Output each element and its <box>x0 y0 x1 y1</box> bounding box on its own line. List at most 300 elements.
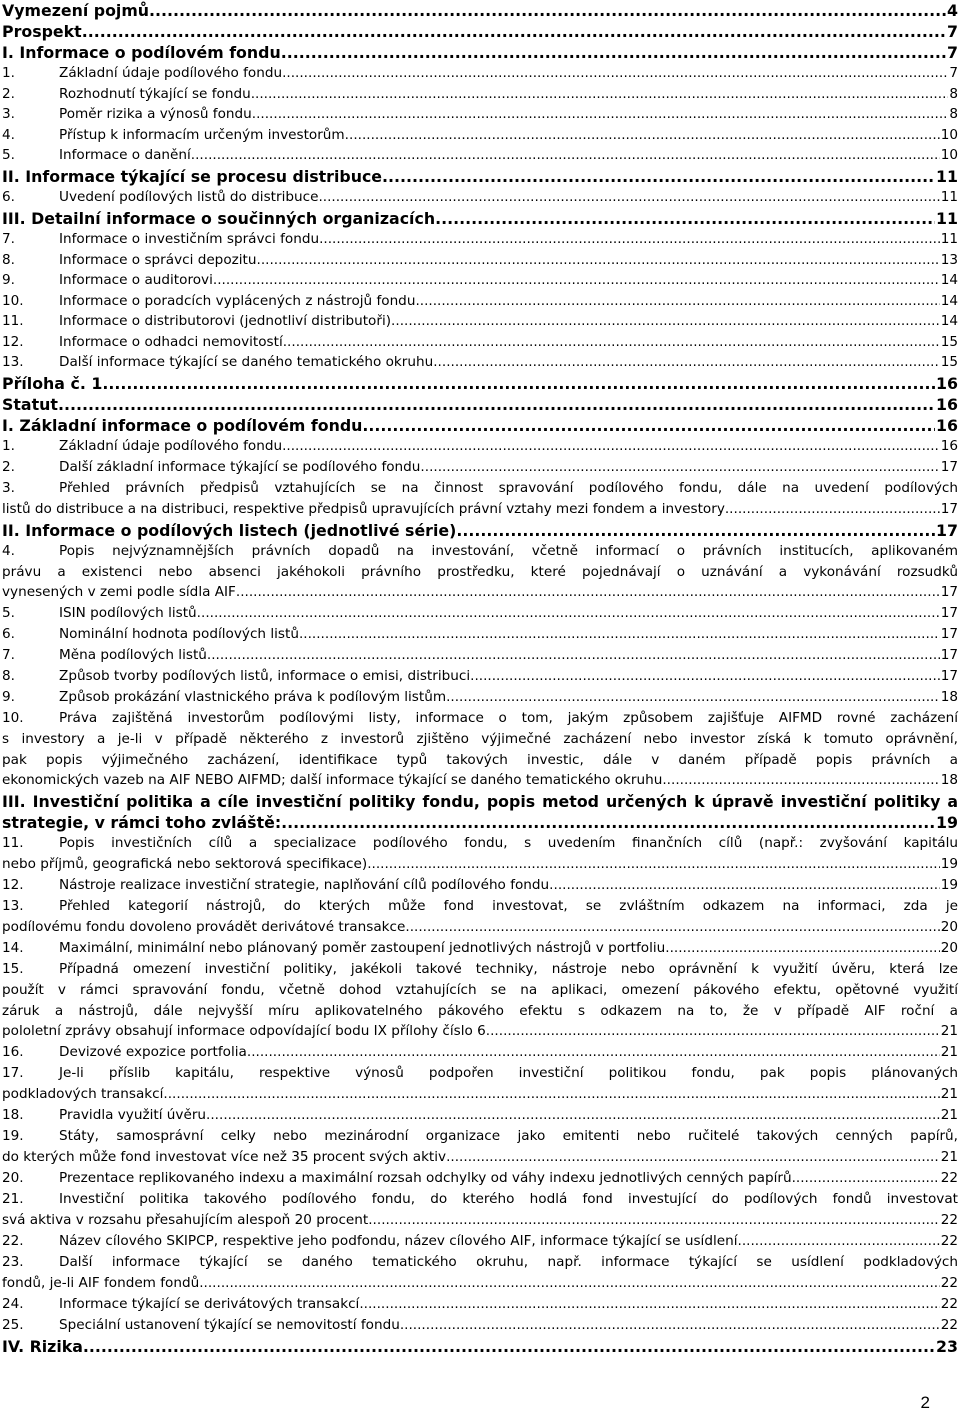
toc-entry-body <box>2 436 958 457</box>
toc-entry-number: 16. <box>2 1044 24 1060</box>
toc-entry[interactable] <box>2 1336 958 1357</box>
toc-entry-page: 14 <box>940 272 958 288</box>
toc-entry-page: 22 <box>940 1275 958 1291</box>
toc-entry-title: Příloha č. 1 <box>2 374 103 393</box>
toc-entry-body <box>2 270 958 291</box>
toc-entry-title-line <box>2 708 958 729</box>
dot-leader <box>410 917 940 938</box>
dot-leader <box>446 687 940 708</box>
toc-entry-title-text: Práva zajištěná investorům podílovými listy, informace o tom, jakým způsobem zajišťuje AIFMD rovné zacházení <box>59 710 958 726</box>
toc-entry-body <box>2 833 958 875</box>
toc-entry-page: 22 <box>940 1296 958 1312</box>
toc-entry-page: 21 <box>940 1086 958 1102</box>
toc-entry-title-last-line <box>2 1210 958 1231</box>
toc-entry-title-line <box>2 833 958 854</box>
toc-entry-title: Statut <box>2 395 58 414</box>
toc-entry[interactable] <box>2 687 958 708</box>
toc-entry[interactable] <box>2 352 958 373</box>
toc-entry[interactable] <box>2 1315 958 1336</box>
toc-entry-body <box>2 959 958 1042</box>
toc-entry[interactable] <box>2 332 958 353</box>
toc-entry-title-line <box>2 1252 958 1273</box>
toc-entry-number: 9. <box>2 272 15 288</box>
toc-entry-number: 12. <box>2 877 24 893</box>
dot-leader <box>102 373 935 394</box>
toc-entry-body <box>2 1063 958 1105</box>
toc-entry-body <box>2 1315 958 1336</box>
toc-entry-body <box>2 166 958 187</box>
dot-leader <box>281 812 935 833</box>
toc-entry-title: III. Detailní informace o součinných organizacích <box>2 209 436 228</box>
dot-leader <box>738 1231 940 1252</box>
toc-entry[interactable] <box>2 1042 958 1063</box>
toc-entry-title: Prezentace replikovaného indexu a maximální rozsah odchylky od váhy indexu jednotlivých cenných papírů <box>59 1170 792 1186</box>
toc-entry-page: 22 <box>940 1233 958 1249</box>
toc-entry[interactable] <box>2 373 958 394</box>
toc-entry-page: 17 <box>940 647 958 663</box>
toc-entry-page: 13 <box>940 251 958 268</box>
toc-entry[interactable] <box>2 270 958 291</box>
toc-entry-title-line <box>2 1063 958 1084</box>
toc-entry-page: 23 <box>936 1337 958 1356</box>
toc-entry[interactable] <box>2 145 958 166</box>
toc-entry-title: Informace o distributorovi (jednotliví distributoři) <box>59 313 392 329</box>
toc-entry[interactable] <box>2 666 958 687</box>
toc-entry-title: Další základní informace týkající se podílového fondu <box>59 459 421 475</box>
toc-entry[interactable] <box>2 187 958 208</box>
toc-entry-title-text: Státy, samosprávní celky nebo mezinárodní organizace jako emitenti nebo ručitelé takových cenných papírů, <box>59 1128 958 1144</box>
toc-entry-title-end: listů do distribuce a na distribuci, respektive předpisů upravujících právní vztahy mezi fondem a investory <box>2 501 725 517</box>
toc-entry-page: 7 <box>949 65 958 81</box>
dot-leader <box>191 145 940 166</box>
toc-entry[interactable] <box>2 478 958 520</box>
toc-entry-title-line <box>2 959 958 980</box>
toc-entry-title-end: ekonomických vazeb na AIF NEBO AIFMD; další informace týkající se daného tematického okruhu <box>2 772 663 789</box>
toc-entry-number: 8. <box>2 251 15 268</box>
dot-leader <box>435 208 935 229</box>
toc-entry-page: 10 <box>940 126 958 143</box>
toc-entry[interactable] <box>2 394 958 415</box>
dot-leader <box>213 270 940 291</box>
toc-entry-title-last-line <box>2 812 958 833</box>
dot-leader <box>149 0 946 21</box>
toc-entry[interactable] <box>2 21 958 42</box>
toc-entry-body <box>2 791 958 833</box>
toc-entry-page: 18 <box>940 689 958 705</box>
toc-entry-page: 20 <box>940 919 958 935</box>
toc-entry-page: 16 <box>940 438 958 454</box>
toc-entry-title: Nominální hodnota podílových listů <box>59 626 299 642</box>
toc-entry-body <box>2 478 958 520</box>
toc-entry-number: 11. <box>2 835 24 851</box>
toc-entry-title-end: pololetní zprávy obsahují informace odpovídající bodu IX přílohy číslo 6 <box>2 1023 486 1040</box>
dot-leader <box>251 84 949 105</box>
toc-entry-number: 3. <box>2 480 15 496</box>
table-of-contents <box>2 0 958 1357</box>
toc-entry-title: Měna podílových listů <box>59 647 207 663</box>
toc-entry-page: 16 <box>936 416 958 435</box>
dot-leader <box>368 1210 939 1231</box>
toc-entry[interactable] <box>2 311 958 332</box>
toc-entry-title-end: strategie, v rámci toho zvláště: <box>2 813 282 832</box>
toc-entry-body <box>2 541 958 603</box>
toc-entry-number: 2. <box>2 85 15 102</box>
toc-entry-page: 19 <box>940 877 958 893</box>
toc-entry-title: Informace o správci depozitu <box>59 251 257 268</box>
toc-entry-body <box>2 1168 958 1189</box>
dot-leader <box>318 187 939 208</box>
toc-entry-page: 8 <box>949 85 958 102</box>
toc-entry[interactable] <box>2 541 958 603</box>
dot-leader <box>204 1273 940 1294</box>
toc-entry-page: 20 <box>940 940 958 956</box>
dot-leader <box>456 520 935 541</box>
toc-entry-number: 9. <box>2 689 15 705</box>
toc-entry[interactable] <box>2 166 958 187</box>
toc-entry-title-end: nebo příjmů, geografická nebo sektorová specifikace) <box>2 856 368 872</box>
dot-leader <box>415 291 939 312</box>
toc-entry-page: 7 <box>947 43 958 62</box>
toc-entry-body <box>2 415 958 436</box>
toc-entry-body <box>2 145 958 166</box>
toc-entry-body <box>2 63 958 84</box>
dot-leader <box>163 1084 939 1105</box>
toc-entry-number: 10. <box>2 292 24 309</box>
toc-entry-title: Prospekt <box>2 22 82 41</box>
toc-entry-title: Informace o poradcích vyplácených z nástrojů fondu <box>59 292 416 309</box>
toc-entry[interactable] <box>2 624 958 645</box>
toc-entry-title-text: Je-li příslib kapitálu, respektive výnosů podpořen investiční politikou fondu, pak popis plánovaných <box>59 1065 958 1081</box>
toc-entry-body <box>2 125 958 146</box>
toc-entry-number: 14. <box>2 940 24 956</box>
toc-entry-page: 19 <box>940 856 958 872</box>
toc-entry-body <box>2 21 958 42</box>
toc-entry[interactable] <box>2 457 958 478</box>
toc-entry-number: 1. <box>2 438 15 454</box>
dot-leader <box>792 1168 940 1189</box>
toc-entry-title: Pravidla využití úvěru <box>59 1107 207 1123</box>
toc-entry-body <box>2 603 958 624</box>
toc-entry-body <box>2 373 958 394</box>
toc-entry-title-line: s investory a je-li v případě některého z investorů zjištěno výjimečné zacházení nebo investor získá k tomuto oprávnění, <box>2 730 958 747</box>
toc-entry[interactable] <box>2 1189 958 1231</box>
toc-entry-body <box>2 291 958 312</box>
dot-leader <box>207 645 940 666</box>
toc-entry-body <box>2 208 958 229</box>
toc-entry-page: 14 <box>940 313 958 329</box>
toc-entry-page: 14 <box>940 292 958 309</box>
toc-entry-title: Další informace týkající se daného tematického okruhu <box>59 354 434 370</box>
toc-entry-number: 6. <box>2 626 15 642</box>
toc-entry-page: 16 <box>936 374 958 393</box>
toc-entry[interactable] <box>2 42 958 63</box>
dot-leader <box>282 436 940 457</box>
toc-entry-page: 15 <box>940 333 958 350</box>
toc-entry-page: 11 <box>936 209 958 228</box>
dot-leader <box>420 457 939 478</box>
toc-entry[interactable] <box>2 229 958 250</box>
toc-entry-title: IV. Rizika <box>2 1337 83 1356</box>
toc-entry[interactable] <box>2 896 958 938</box>
toc-entry-number: 24. <box>2 1296 24 1312</box>
toc-entry-number: 4. <box>2 126 15 143</box>
toc-entry-title: I. Informace o podílovém fondu <box>2 43 281 62</box>
toc-entry-title-end: vynesených v zemi podle sídla AIF <box>2 584 236 601</box>
toc-entry[interactable] <box>2 415 958 436</box>
dot-leader <box>299 624 940 645</box>
dot-leader <box>282 63 948 84</box>
dot-leader <box>391 311 940 332</box>
toc-entry-body <box>2 311 958 332</box>
toc-entry[interactable] <box>2 0 958 21</box>
dot-leader <box>197 603 940 624</box>
toc-entry-title: Základní údaje podílového fondu <box>59 65 283 81</box>
toc-entry-title: Informace o odhadci nemovitostí <box>59 333 283 350</box>
toc-entry-title-line: III. Investiční politika a cíle investiční politiky fondu, popis metod určených k úpravě investiční politiky a <box>2 792 958 811</box>
dot-leader <box>82 21 946 42</box>
toc-entry[interactable] <box>2 1294 958 1315</box>
toc-entry-title-text: Další informace týkající se daného tematického okruhu, např. informace týkající se usídlení podkladových <box>59 1254 958 1270</box>
toc-entry-title: II. Informace týkající se procesu distribuce <box>2 167 383 186</box>
toc-entry-title: Rozhodnutí týkající se fondu <box>59 85 251 102</box>
toc-entry-number: 18. <box>2 1107 24 1123</box>
toc-entry-title-last-line <box>2 1084 958 1105</box>
toc-entry-title-last-line <box>2 1021 958 1042</box>
toc-entry[interactable] <box>2 291 958 312</box>
toc-entry[interactable] <box>2 959 958 1042</box>
toc-entry-title-text: Investiční politika takového podílového fondu, do kterého hodlá fond investující do podílových fondů investovat <box>59 1191 958 1207</box>
toc-entry-page: 4 <box>947 1 958 20</box>
toc-entry-title: Způsob prokázání vlastnického práva k podílovým listům <box>59 689 447 705</box>
toc-entry[interactable] <box>2 1252 958 1294</box>
toc-entry[interactable] <box>2 708 958 791</box>
toc-entry-title-line <box>2 1189 958 1210</box>
toc-entry-number: 21. <box>2 1191 24 1207</box>
toc-entry-title: Vymezení pojmů <box>2 1 150 20</box>
toc-entry-title-line: pak popis výjimečného zacházení, identifikace typů takových investic, dále v daném případě popis právních a <box>2 751 958 768</box>
toc-entry-body <box>2 352 958 373</box>
toc-entry[interactable] <box>2 875 958 896</box>
toc-entry-title: II. Informace o podílových listech (jednotlivé série) <box>2 521 457 540</box>
toc-entry-body <box>2 1294 958 1315</box>
toc-entry-page: 17 <box>940 459 958 475</box>
toc-entry-number: 10. <box>2 710 24 726</box>
toc-entry-number: 3. <box>2 106 15 122</box>
toc-entry-body <box>2 708 958 791</box>
toc-entry-number: 22. <box>2 1233 24 1249</box>
toc-entry-number: 7. <box>2 647 15 663</box>
toc-entry[interactable] <box>2 208 958 229</box>
toc-entry-number: 6. <box>2 189 15 205</box>
toc-entry-body <box>2 1105 958 1126</box>
toc-entry-body <box>2 104 958 125</box>
toc-entry-title: Devizové expozice portfolia <box>59 1044 247 1060</box>
toc-entry-number: 13. <box>2 898 24 914</box>
toc-entry-number: 7. <box>2 231 15 247</box>
toc-entry[interactable] <box>2 1168 958 1189</box>
toc-entry-title-end: svá aktiva v rozsahu přesahujícím alespoň 20 procent <box>2 1212 369 1228</box>
toc-entry-body <box>2 229 958 250</box>
dot-leader <box>206 1105 940 1126</box>
toc-entry-page: 17 <box>940 668 958 684</box>
toc-entry-body <box>2 875 958 896</box>
toc-entry-number: 5. <box>2 147 15 163</box>
toc-entry-title-end: fondů, je-li AIF fondem fondů. <box>2 1275 204 1291</box>
dot-leader <box>236 582 940 603</box>
toc-entry-title-end: do kterých může fond investovat více než 35 procent svých aktiv <box>2 1149 447 1165</box>
toc-entry-body <box>2 1189 958 1231</box>
toc-entry[interactable] <box>2 938 958 959</box>
toc-entry-title-text: Případná omezení investiční politiky, jakékoli takové techniky, nástroje nebo oprávnění k využití úvěru, která lze <box>59 961 958 977</box>
toc-entry-title: Nástroje realizace investiční strategie, naplňování cílů podílového fondu <box>59 877 550 893</box>
toc-entry-title: Název cílového SKIPCP, respektive jeho podfondu, název cílového AIF, informace týkající se usídlení <box>59 1233 738 1249</box>
toc-entry-title-line <box>2 1126 958 1147</box>
toc-entry-page: 17 <box>940 605 958 621</box>
toc-entry[interactable] <box>2 63 958 84</box>
dot-leader <box>474 666 939 687</box>
toc-entry[interactable] <box>2 250 958 271</box>
toc-entry-number: 13. <box>2 354 24 370</box>
toc-entry-title: Informace týkající se derivátových transakcí <box>59 1296 360 1312</box>
toc-entry-number: 19. <box>2 1128 24 1144</box>
toc-entry-title: Speciální ustanovení týkající se nemovitostí fondu <box>59 1317 400 1333</box>
page-number: 2 <box>920 1393 930 1412</box>
toc-entry-body <box>2 250 958 271</box>
dot-leader <box>433 352 939 373</box>
dot-leader <box>549 875 940 896</box>
toc-entry-title: Způsob tvorby podílových listů, informace o emisi, distribuci. <box>59 668 475 684</box>
toc-entry-number: 2. <box>2 459 15 475</box>
toc-entry-number: 5. <box>2 605 15 621</box>
toc-entry-page: 21 <box>940 1107 958 1123</box>
toc-entry-page: 22 <box>940 1212 958 1228</box>
toc-entry-body <box>2 42 958 63</box>
dot-leader <box>58 394 935 415</box>
dot-leader <box>257 250 940 271</box>
toc-entry-number: 1. <box>2 65 15 81</box>
toc-entry-page: 22 <box>940 1317 958 1333</box>
dot-leader <box>665 938 939 959</box>
dot-leader <box>281 42 946 63</box>
toc-entry-title: Uvedení podílových listů do distribuce <box>59 189 319 205</box>
toc-entry-page: 11 <box>936 167 958 186</box>
toc-entry[interactable] <box>2 436 958 457</box>
toc-entry-body <box>2 332 958 353</box>
toc-entry-body <box>2 624 958 645</box>
dot-leader <box>382 166 935 187</box>
toc-entry-title-line: právu a existenci nebo absenci jakéhokoli právního prostředku, které pojednávají o uznávání a vykonávání rozsudků <box>2 563 958 580</box>
toc-entry-title-line <box>2 896 958 917</box>
toc-entry-title-text: Popis investičních cílů a specializace podílového fondu, s uvedením finančních cílů (např.: zvyšování kapitálu <box>59 835 958 851</box>
dot-leader <box>486 1021 940 1042</box>
toc-entry[interactable] <box>2 833 958 875</box>
toc-entry-page: 17 <box>940 584 958 601</box>
toc-entry-body <box>2 84 958 105</box>
toc-entry-page: 11 <box>940 189 958 205</box>
toc-entry-body <box>2 520 958 541</box>
toc-entry-number: 20. <box>2 1170 24 1186</box>
toc-entry-body <box>2 0 958 21</box>
toc-entry-page: 17 <box>936 521 958 540</box>
toc-entry[interactable] <box>2 104 958 125</box>
dot-leader <box>345 125 940 146</box>
toc-entry-title: Informace o auditorovi <box>59 272 213 288</box>
toc-entry[interactable] <box>2 1126 958 1168</box>
toc-entry-page: 21 <box>940 1044 958 1060</box>
toc-entry-title-line <box>2 541 958 562</box>
toc-entry[interactable] <box>2 645 958 666</box>
toc-entry[interactable] <box>2 1105 958 1126</box>
toc-entry[interactable] <box>2 1231 958 1252</box>
toc-entry-number: 12. <box>2 333 24 350</box>
toc-entry-body <box>2 187 958 208</box>
dot-leader <box>319 229 940 250</box>
toc-entry-page: 18 <box>940 772 958 789</box>
toc-entry-title: Základní údaje podílového fondu <box>59 438 283 454</box>
toc-entry-page: 16 <box>936 395 958 414</box>
toc-entry-title-text: Přehled kategorií nástrojů, do kterých může fond investovat, se zvláštním odkazem na informaci, zda je <box>59 898 958 914</box>
toc-entry-body <box>2 666 958 687</box>
toc-entry[interactable] <box>2 791 958 833</box>
toc-entry[interactable] <box>2 603 958 624</box>
toc-entry-number: 23. <box>2 1254 24 1270</box>
dot-leader <box>446 1147 940 1168</box>
toc-entry-title-last-line <box>2 1147 958 1168</box>
toc-entry-title-line: záruk a nástrojů, dále nejvyšší míru aplikovatelného pákového efektu s odkazem na to, že v případě AIF roční a <box>2 1002 958 1019</box>
toc-entry-title-line <box>2 478 958 499</box>
toc-entry-page: 8 <box>949 106 958 122</box>
toc-entry-page: 19 <box>936 813 958 832</box>
toc-entry[interactable] <box>2 84 958 105</box>
toc-entry-title-last-line <box>2 917 958 938</box>
toc-entry-page: 17 <box>940 501 958 517</box>
toc-entry-title: Maximální, minimální nebo plánovaný poměr zastoupení jednotlivých nástrojů v portfoliu <box>59 940 666 956</box>
toc-entry-page: 21 <box>940 1023 958 1040</box>
toc-entry-body <box>2 1042 958 1063</box>
toc-entry-body <box>2 457 958 478</box>
dot-leader <box>362 415 935 436</box>
toc-entry-title: Informace o investičním správci fondu <box>59 231 320 247</box>
toc-entry-number: 8. <box>2 668 15 684</box>
toc-entry-body <box>2 1126 958 1168</box>
dot-leader <box>400 1315 940 1336</box>
toc-entry-title: I. Základní informace o podílovém fondu <box>2 416 363 435</box>
dot-leader <box>359 1294 939 1315</box>
toc-entry-title-last-line <box>2 1273 958 1294</box>
dot-leader <box>725 499 940 520</box>
toc-entry-body <box>2 938 958 959</box>
toc-entry-page: 15 <box>940 354 958 370</box>
toc-entry-title-end: podílovému fondu dovoleno provádět derivátové transakce. <box>2 919 410 935</box>
toc-entry-title-last-line <box>2 770 958 791</box>
toc-entry-page: 11 <box>940 231 958 247</box>
dot-leader <box>367 854 939 875</box>
toc-entry[interactable] <box>2 125 958 146</box>
toc-entry[interactable] <box>2 1063 958 1105</box>
toc-entry-number: 4. <box>2 543 15 559</box>
dot-leader <box>662 770 939 791</box>
toc-entry-title-last-line <box>2 854 958 875</box>
toc-entry-title-last-line <box>2 582 958 603</box>
toc-entry-body <box>2 645 958 666</box>
toc-entry-title: Přístup k informacím určeným investorům <box>59 126 345 143</box>
dot-leader <box>83 1336 935 1357</box>
toc-entry-body <box>2 896 958 938</box>
toc-entry-body <box>2 1231 958 1252</box>
toc-entry-title: Poměr rizika a výnosů fondu <box>59 106 252 122</box>
toc-entry[interactable] <box>2 520 958 541</box>
toc-entry-body <box>2 1336 958 1357</box>
